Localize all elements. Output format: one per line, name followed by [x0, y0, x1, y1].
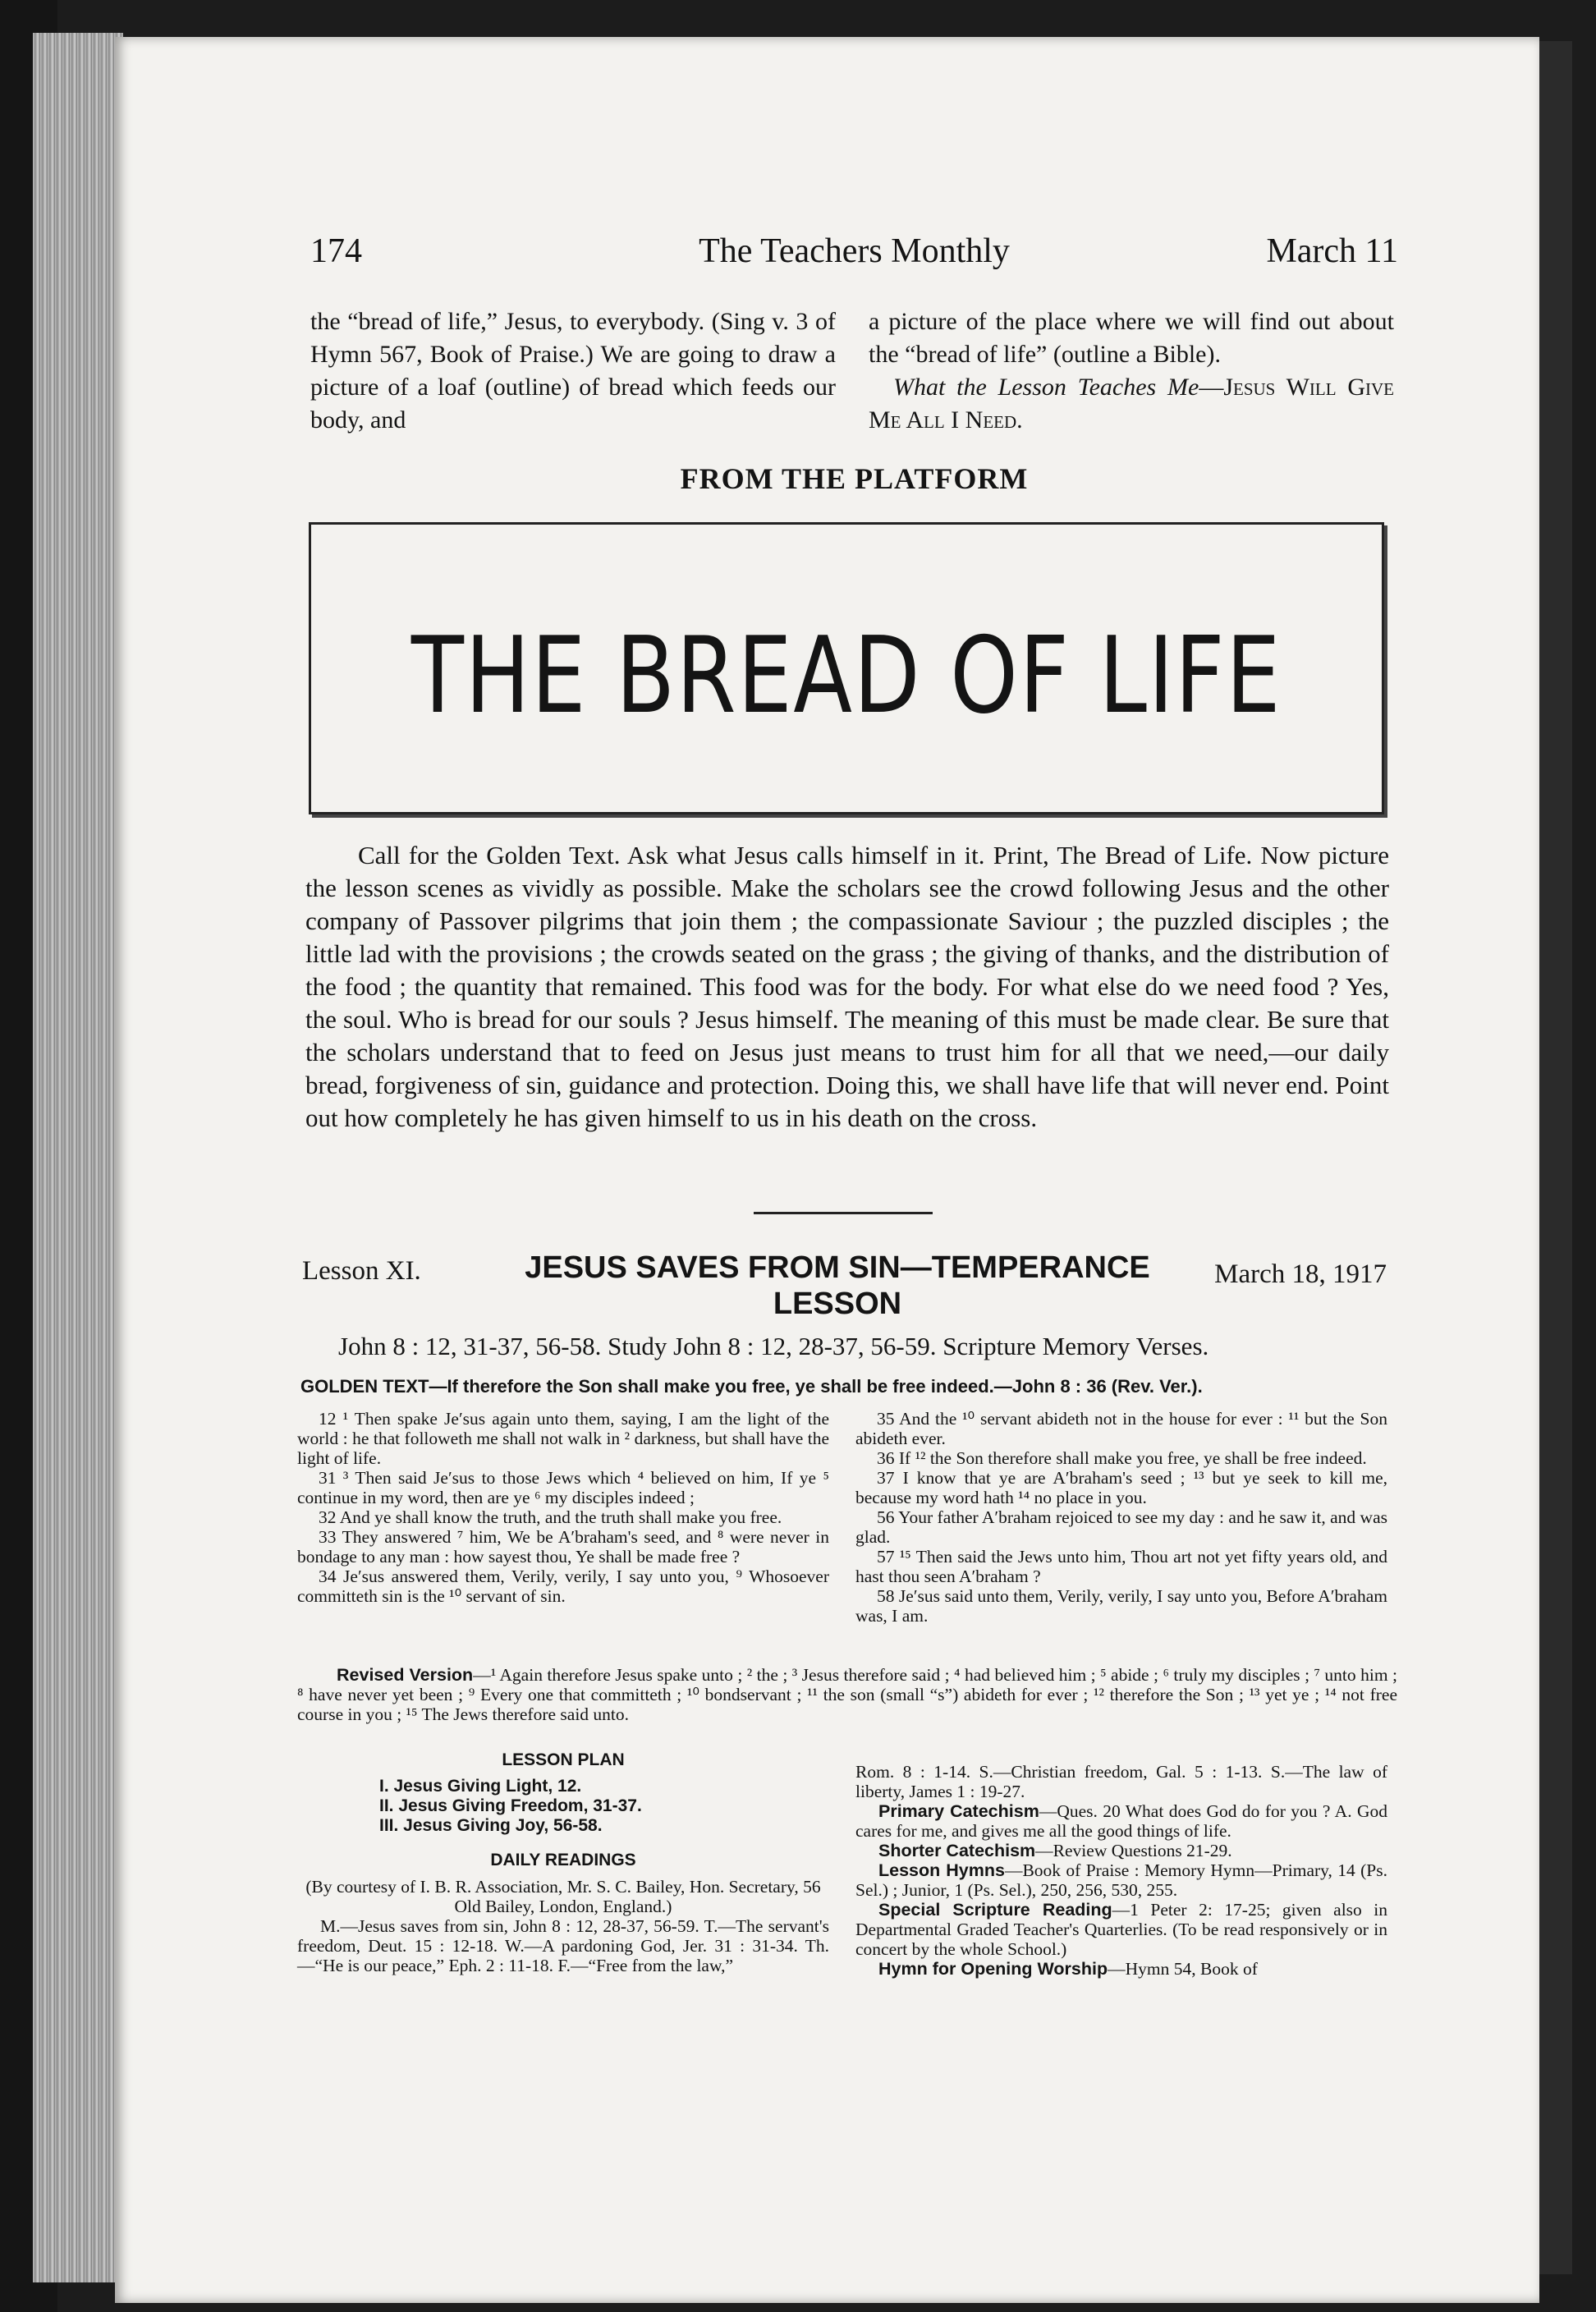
- blackboard-frame: [309, 522, 1384, 814]
- primary-catechism-text: —Ques. 20 What does God do for you ? A. God cares for me, and gives me all the good things of life.: [855, 1801, 1387, 1841]
- revised-version: [297, 1665, 1397, 1724]
- issue-date: March 11: [1266, 232, 1398, 270]
- section-divider: [754, 1212, 933, 1214]
- top-left-text: the “bread of life,” Jesus, to everybody. (Sing v. 3 of Hymn 567, Book of Praise.) We are going to draw a picture of a loaf (outline) of bread which feeds our body, and: [310, 308, 836, 434]
- verse-33: 33 They answered ⁷ him, We be A′braham's seed, and ⁸ were never in bondage to any man : how sayest thou, Ye shall be made free ?: [297, 1527, 829, 1567]
- lesson-hymns-text: —Book of Praise : Memory Hymn—Primary, 14 (Ps. Sel.) ; Junior, 1 (Ps. Sel.), 250, 256, 530, 255.: [855, 1860, 1387, 1900]
- shorter-catechism-text: —Review Questions 21-29.: [1035, 1841, 1232, 1860]
- special-scripture-text: —1 Peter 2: 17-25; given also in Departmental Graded Teacher's Quarterlies. (To be read responsively or in concert by the whole School.): [855, 1900, 1387, 1959]
- lesson-title: JESUS SAVES FROM SIN—TEMPERANCE LESSON: [525, 1250, 1150, 1321]
- page-edges: [33, 33, 123, 2282]
- platform-body: Call for the Golden Text. Ask what Jesus calls himself in it. Print, The Bread of Life. Now picture the lesson scenes as vividly as possible. Make the scholars see the crowd following Jesus and the other company of Passover pilgrims that join them ; the compassionate Saviour ; the puzzled disciples ; the little lad with the provisions ; the crowds seated on the grass ; the giving of thanks, and the distribution of the food ; the quantity that remained. This food was for the body. For what else do we need food ? Yes, the soul. Who is bread for our souls ? Jesus himself. The meaning of this must be made clear. Be sure that the scholars understand that to feed on Jesus just means to trust him for all that we need,—our daily bread, forgiveness of sin, guidance and protection. Doing this, we shall have life that will never end. Point out how completely he has given himself to us in his death on the cross.: [305, 841, 1389, 1132]
- lesson-plan-list: [379, 1777, 829, 1836]
- daily-readings-heading: DAILY READINGS: [490, 1851, 636, 1869]
- bottom-right-column: [855, 1762, 1387, 1979]
- opening-worship-label: Hymn for Opening Worship: [878, 1959, 1108, 1979]
- verse-36: 36 If ¹² the Son therefore shall make you free, ye shall be free indeed.: [877, 1448, 1367, 1468]
- scripture-reference: John 8 : 12, 31-37, 56-58. Study John 8 : 12, 28-37, 56-59. Scripture Memory Verses.: [338, 1332, 1209, 1360]
- lesson-teaches-value: —Jesus Will Give Me All I Need.: [869, 374, 1394, 434]
- verse-35: 35 And the ¹⁰ servant abideth not in the house for ever : ¹¹ but the Son abideth ever.: [855, 1409, 1387, 1448]
- running-head: [310, 232, 1398, 281]
- lesson-date: March 18, 1917: [1214, 1259, 1387, 1289]
- shorter-catechism-label: Shorter Catechism: [878, 1841, 1036, 1860]
- verse-56: 56 Your father A′braham rejoiced to see my day : and he saw it, and was glad.: [855, 1507, 1387, 1547]
- revised-version-text: —¹ Again therefore Jesus spake unto ; ² the ; ³ Jesus therefore said ; ⁴ had believed him ; ⁵ abide ; ⁶ truly my disciples ; ⁷ unto him ; ⁸ have never yet been ; ⁹ Every one that committeth ; ¹⁰ bondservant ; ¹¹ the son (small “s”) abideth for ever ; ¹² therefore the Son ; ¹³ yet ye ; ¹⁴ not free course in you ; ¹⁵ The Jews therefore said unto.: [297, 1665, 1397, 1724]
- verse-12: 12 ¹ Then spake Je′sus again unto them, saying, I am the light of the world : he that followeth me shall not walk in ² darkness, but shall have the light of life.: [297, 1409, 829, 1468]
- book-cover-edge: [1539, 41, 1572, 2274]
- lesson-plan-item: III. Jesus Giving Joy, 56-58.: [379, 1816, 603, 1835]
- verse-32: 32 And ye shall know the truth, and the truth shall make you free.: [319, 1507, 782, 1527]
- lesson-hymns: [855, 1860, 1387, 1900]
- verses-right-column: [855, 1409, 1387, 1626]
- verse-57: 57 ¹⁵ Then said the Jews unto him, Thou art not yet fifty years old, and hast thou seen A′braham ?: [855, 1547, 1387, 1586]
- verse-31: 31 ³ Then said Je′sus to those Jews which ⁴ believed on him, If ye ⁵ continue in my word, then are ye ⁶ my disciples indeed ;: [297, 1468, 829, 1507]
- golden-text: GOLDEN TEXT—If therefore the Son shall make you free, ye shall be free indeed.—John 8 : 36 (Rev. Ver.).: [300, 1376, 1203, 1397]
- lesson-hymns-label: Lesson Hymns: [878, 1860, 1005, 1880]
- lesson-number: Lesson XI.: [302, 1256, 421, 1286]
- verses-left-column: [297, 1409, 829, 1606]
- top-right-text: a picture of the place where we will find out about the “bread of life” (outline a Bible).: [869, 308, 1394, 368]
- revised-version-label: Revised Version: [337, 1665, 474, 1685]
- special-scripture-label: Special Scripture Reading: [878, 1900, 1112, 1920]
- primary-catechism: [855, 1801, 1387, 1841]
- top-left-column: [310, 305, 836, 437]
- lesson-plan-heading: LESSON PLAN: [502, 1750, 625, 1769]
- bottom-left-column: [297, 1750, 829, 1975]
- lesson-plan-item: I. Jesus Giving Light, 12.: [379, 1777, 582, 1796]
- journal-title: The Teachers Monthly: [699, 232, 1010, 270]
- primary-catechism-label: Primary Catechism: [878, 1801, 1039, 1821]
- shorter-catechism: [855, 1841, 1387, 1860]
- board-lettering: THE BREAD OF LIFE: [410, 615, 1282, 737]
- top-right-column: [869, 305, 1394, 437]
- lesson-teaches-line: [869, 371, 1394, 437]
- opening-worship-text: —Hymn 54, Book of: [1108, 1959, 1258, 1979]
- verse-58: 58 Je′sus said unto them, Verily, verily, I say unto you, Before A′braham was, I am.: [855, 1586, 1387, 1626]
- daily-readings-text: M.—Jesus saves from sin, John 8 : 12, 28-37, 56-59. T.—The servant's freedom, Deut. 15 : 12-18. W.—A pardoning God, Jer. 31 : 31-34. Th.—“He is our peace,” Eph. 2 : 11-18. F.—“Free from the law,”: [297, 1916, 829, 1975]
- platform-heading: FROM THE PLATFORM: [680, 462, 1029, 495]
- daily-readings-courtesy: (By courtesy of I. B. R. Association, Mr. S. C. Bailey, Hon. Secretary, 56 Old Bailey, London, England.): [305, 1877, 821, 1916]
- verse-37: 37 I know that ye are A′braham's seed ; ¹³ but ye seek to kill me, because my word hath ¹⁴ no place in you.: [855, 1468, 1387, 1507]
- opening-worship-hymn: [855, 1959, 1387, 1979]
- page-number: 174: [310, 232, 362, 270]
- special-scripture-reading: [855, 1900, 1387, 1959]
- lesson-plan-item: II. Jesus Giving Freedom, 31-37.: [379, 1796, 642, 1815]
- readings-continuation: Rom. 8 : 1-14. S.—Christian freedom, Gal. 5 : 1-13. S.—The law of liberty, James 1 : 19-27.: [855, 1762, 1387, 1801]
- verse-34: 34 Je′sus answered them, Verily, verily, I say unto you, ⁹ Whosoever committeth sin is the ¹⁰ servant of sin.: [297, 1567, 829, 1606]
- lesson-teaches-label: What the Lesson Teaches Me: [893, 374, 1199, 401]
